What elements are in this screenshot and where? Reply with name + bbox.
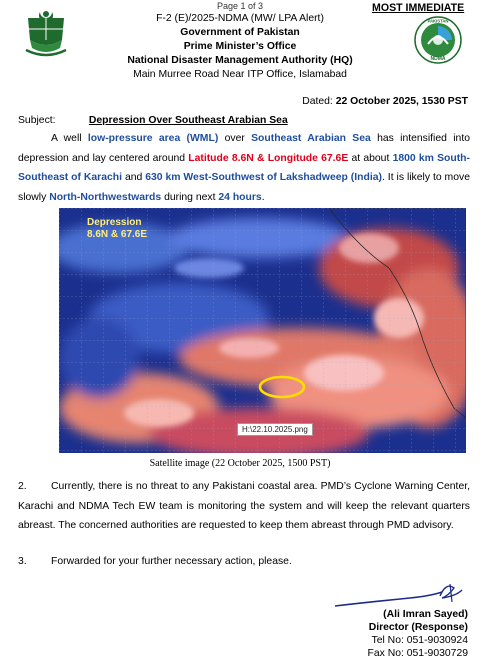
date-label: Dated: bbox=[302, 96, 333, 107]
paragraph-3 bbox=[18, 556, 470, 567]
satellite-image bbox=[59, 208, 466, 453]
subject-label: Subject: bbox=[18, 115, 56, 126]
paragraph-1 bbox=[18, 129, 470, 207]
handwritten-signature bbox=[330, 578, 470, 612]
para1-distance-lakshadweep: 630 km West-Southwest of Lakshadweep (India) bbox=[145, 172, 382, 184]
para2-text: Currently, there is no threat to any Pakistani coastal area. PMD’s Cyclone Warning Center, Karachi and NDMA Tech EW team is monitoring the system and will keep the relevant quarters abreast. The concerned authorities are requested to keep them abreast through PMD advisory. bbox=[18, 481, 470, 532]
satellite-overlay-line1: Depression bbox=[87, 217, 142, 228]
figure-caption: Satellite image (22 October 2025, 1500 PST) bbox=[149, 458, 331, 469]
para1-text: over bbox=[218, 133, 252, 144]
date-value: 22 October 2025, 1530 PST bbox=[335, 96, 468, 107]
logo-inner-text: NDMA bbox=[430, 56, 446, 62]
para1-distance-karachi: 1800 km South-Southeast of Karachi bbox=[18, 152, 470, 184]
image-file-label: H:\22.10.2025.png bbox=[237, 423, 313, 436]
authority-name: National Disaster Management Authority (HQ) bbox=[127, 55, 353, 66]
satellite-overlay-line2: 8.6N & 67.6E bbox=[87, 229, 148, 240]
para3-number: 3. bbox=[18, 556, 27, 567]
para1-region: Southeast Arabian Sea bbox=[251, 133, 371, 144]
subject-line bbox=[18, 115, 468, 126]
telephone-number: Tel No: 051-9030924 bbox=[371, 635, 468, 646]
date-line bbox=[302, 96, 468, 107]
para1-system: low-pressure area (WML) bbox=[87, 133, 219, 144]
reference-number: F-2 (E)/2025-NDMA (MW/ LPA Alert) bbox=[156, 13, 324, 24]
para1-text: has intensified into depression and lay centered around bbox=[18, 133, 470, 164]
para2-number: 2. bbox=[18, 481, 27, 492]
para3-text: Forwarded for your further necessary action, please. bbox=[51, 556, 292, 567]
para1-text: . It is likely to move slowly bbox=[18, 172, 470, 203]
government-name: Government of Pakistan bbox=[180, 27, 300, 38]
logo-ring-text: PAKISTAN bbox=[427, 18, 449, 24]
para1-text: at about bbox=[348, 152, 393, 164]
para1-text: and bbox=[122, 172, 146, 184]
paragraph-2 bbox=[18, 477, 470, 536]
office-name: Prime Minister’s Office bbox=[183, 41, 297, 52]
signatory-name: (Ali Imran Sayed) bbox=[383, 609, 468, 620]
para1-text: A well bbox=[51, 133, 88, 144]
para1-text: . bbox=[261, 191, 265, 203]
government-emblem bbox=[24, 10, 68, 58]
address-line: Main Murree Road Near ITP Office, Islamabad bbox=[133, 69, 347, 80]
page-number: Page 1 of 3 bbox=[216, 1, 264, 11]
signatory-title: Director (Response) bbox=[368, 622, 468, 633]
fax-number: Fax No: 051-9030729 bbox=[367, 648, 468, 659]
subject-title: Depression Over Southeast Arabian Sea bbox=[88, 115, 288, 126]
priority-label: MOST IMMEDIATE bbox=[372, 2, 465, 14]
para1-duration: 24 hours bbox=[218, 191, 262, 203]
para1-coordinates: Latitude 8.6N & Longitude 67.6E bbox=[188, 152, 349, 164]
para1-direction: North-Northwestwards bbox=[49, 191, 162, 203]
ndma-logo bbox=[414, 16, 462, 64]
para1-text: during next bbox=[161, 191, 219, 203]
